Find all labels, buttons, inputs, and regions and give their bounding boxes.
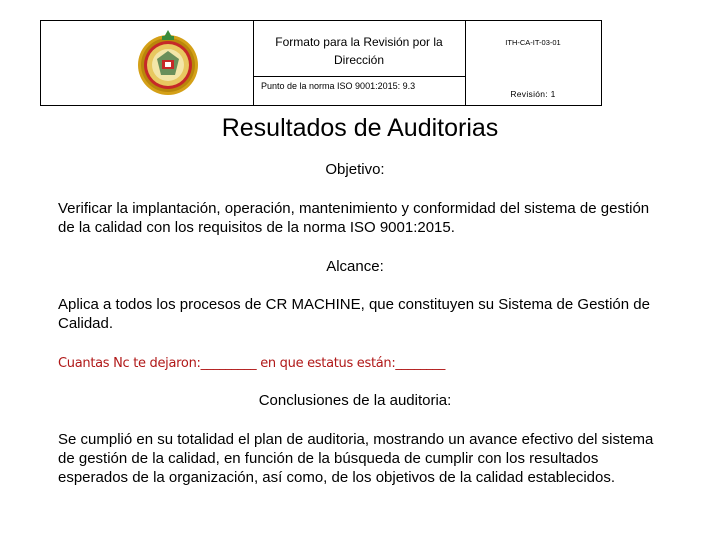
form-title: Formato para la Revisión por la Dirección	[275, 35, 443, 67]
nc-question: Cuantas Nc te dejaron:_________ en que estatus están:________	[58, 356, 446, 371]
conclusiones-paragraph: Se cumplió en su totalidad el plan de auditoria, mostrando un avance efectivo del sistema de gestión de la calidad, en función de la búsqueda de cumplir con los resultados esperados de la organización, así como, de los objetivos de la calidad establecidos.	[58, 431, 654, 486]
revision-number: Revisión: 1	[510, 89, 556, 99]
alcance-paragraph: Aplica a todos los procesos de CR MACHINE, que constituyen su Sistema de Gestión de Calidad.	[58, 296, 650, 332]
title-top-cell	[253, 21, 465, 77]
code-cell	[465, 21, 601, 105]
document-code: ITH-CA-IT-03-01	[505, 38, 561, 47]
page-title: Resultados de Auditorias	[221, 114, 499, 142]
title-cell	[253, 21, 466, 105]
conclusiones-heading: Conclusiones de la auditoria:	[258, 392, 452, 409]
alcance-heading: Alcance:	[326, 258, 384, 275]
logo-cell	[41, 21, 254, 105]
institution-seal-logo	[135, 29, 201, 97]
norma-reference: Punto de la norma ISO 9001:2015: 9.3	[261, 81, 416, 91]
objetivo-heading: Objetivo:	[325, 161, 385, 178]
objetivo-paragraph: Verificar la implantación, operación, mantenimiento y conformidad del sistema de gestión de la calidad con los requisitos de la norma ISO 9001:2015.	[58, 200, 650, 236]
document-header	[40, 20, 602, 106]
